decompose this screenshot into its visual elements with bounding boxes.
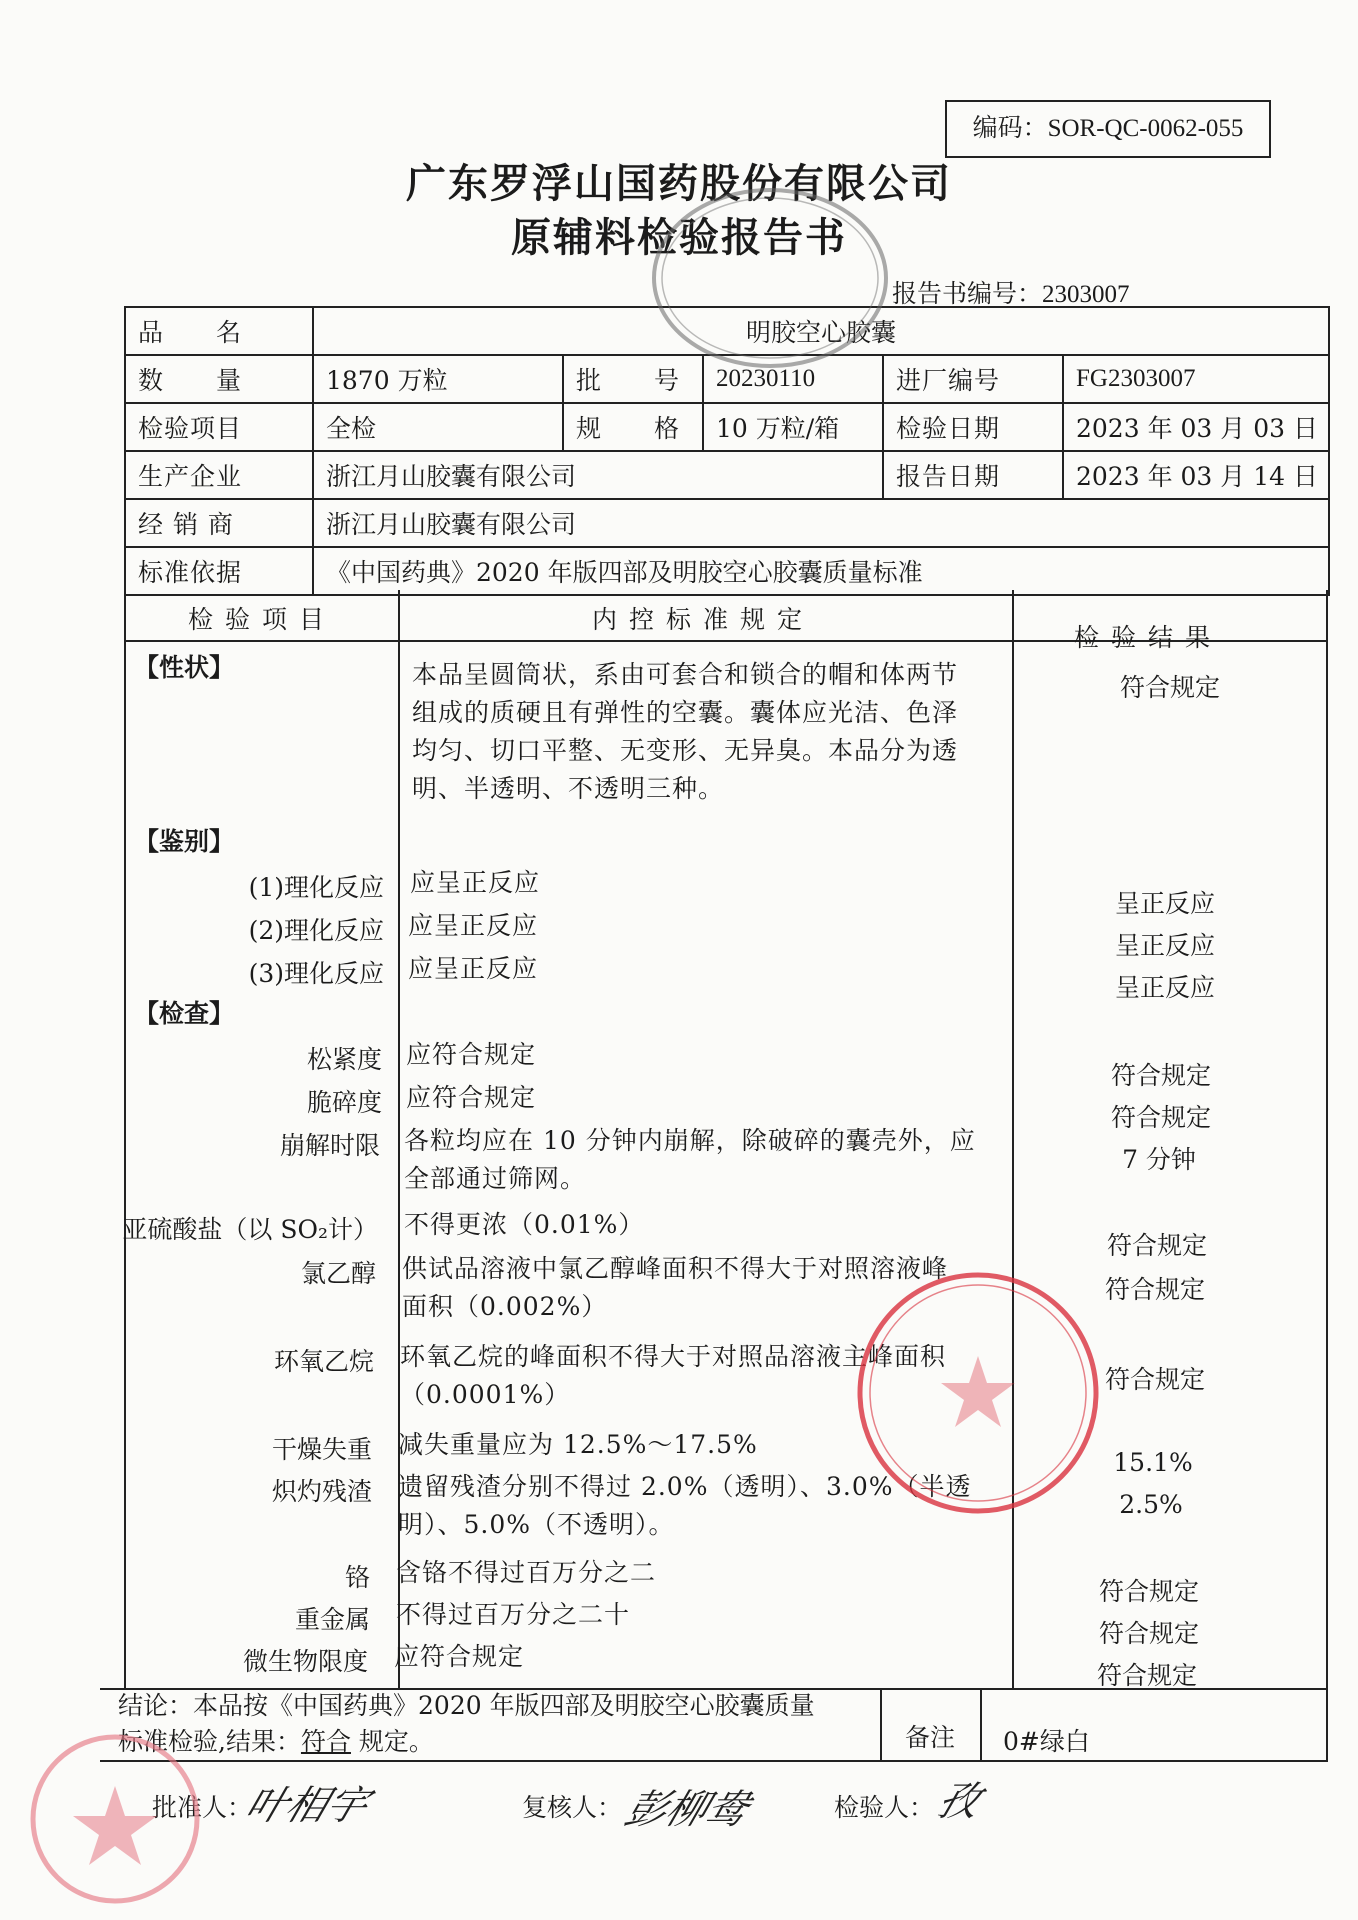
inspector-signature: 孜 bbox=[931, 1779, 987, 1825]
test-date-value: 2023 年 03 月 03 日 bbox=[1063, 403, 1329, 451]
check-result-loss-on-drying: 15.1% bbox=[1113, 1448, 1193, 1477]
appearance-standard-line: 明、半透明、不透明三种。 bbox=[412, 774, 725, 803]
check-item-chlorohydrin: 氯乙醇 bbox=[300, 1259, 376, 1288]
dealer-value: 浙江月山胶囊有限公司 bbox=[313, 499, 1329, 547]
ident-standard-1: 应呈正反应 bbox=[410, 868, 541, 897]
red-pink-corner-stamp bbox=[20, 1724, 210, 1914]
spec-value: 10 万粒/箱 bbox=[703, 403, 883, 451]
entry-number-value: FG2303007 bbox=[1063, 355, 1329, 403]
standard-line: 遗留残渣分别不得过 2.0%（透明）、3.0%（半透 bbox=[398, 1472, 972, 1501]
check-result-chromium: 符合规定 bbox=[1098, 1577, 1199, 1606]
grid-conclusion-bottom bbox=[100, 1760, 1328, 1762]
approver-label: 批准人： bbox=[152, 1793, 253, 1822]
conclusion bbox=[118, 1688, 888, 1760]
inspector-label: 检验人： bbox=[834, 1793, 935, 1822]
section-identification: 【鉴别】 bbox=[134, 827, 235, 856]
reviewer-label: 复核人： bbox=[522, 1793, 623, 1822]
grid-remark-mid bbox=[980, 1688, 982, 1762]
standard-line: 明）、5.0%（不透明）。 bbox=[398, 1510, 675, 1539]
quantity-value: 1870 万粒 bbox=[313, 355, 563, 403]
ident-result-2: 呈正反应 bbox=[1114, 931, 1215, 960]
check-item-tightness: 松紧度 bbox=[306, 1045, 382, 1074]
report-date-value: 2023 年 03 月 14 日 bbox=[1063, 451, 1329, 499]
appearance-standard-line: 组成的质硬且有弹性的空囊。囊体应光洁、色泽 bbox=[412, 698, 959, 727]
check-item-microbial-limit: 微生物限度 bbox=[242, 1647, 368, 1676]
section-inspection: 【检查】 bbox=[134, 999, 235, 1028]
product-value: 明胶空心胶囊 bbox=[313, 307, 1329, 355]
ident-standard-2: 应呈正反应 bbox=[408, 911, 539, 940]
manufacturer-label: 生产企业 bbox=[125, 451, 313, 499]
test-date-label: 检验日期 bbox=[883, 403, 1063, 451]
check-standard-heavy-metals: 不得过百万分之二十 bbox=[396, 1600, 631, 1629]
report-number-label: 报告书编号： bbox=[892, 279, 1043, 308]
standard-basis-label: 标准依据 bbox=[125, 547, 313, 595]
reviewer-signature: 彭柳鸯 bbox=[619, 1787, 755, 1833]
check-standard-friability: 应符合规定 bbox=[406, 1083, 537, 1112]
ident-result-1: 呈正反应 bbox=[1114, 889, 1215, 918]
check-item-loss-on-drying: 干燥失重 bbox=[271, 1435, 372, 1464]
quantity-label: 数 量 bbox=[125, 355, 313, 403]
dealer-label: 经 销 商 bbox=[125, 499, 313, 547]
check-standard-chromium: 含铬不得过百万分之二 bbox=[396, 1558, 657, 1587]
ident-item-3: (3)理化反应 bbox=[248, 959, 384, 988]
standard-line: 供试品溶液中氯乙醇峰面积不得大于对照溶液峰 bbox=[402, 1254, 949, 1283]
check-item-disintegration: 崩解时限 bbox=[279, 1131, 380, 1160]
ident-item-2: (2)理化反应 bbox=[248, 916, 384, 945]
check-result-heavy-metals: 符合规定 bbox=[1098, 1619, 1199, 1648]
document-code: 编码：SOR-QC-0062-055 bbox=[945, 100, 1271, 158]
check-result-ethylene-oxide: 符合规定 bbox=[1104, 1365, 1205, 1394]
conclusion-result: 符合 bbox=[300, 1727, 351, 1756]
report-title: 原辅料检验报告书 bbox=[511, 214, 847, 261]
approver-signature: 叶相宇 bbox=[239, 1783, 375, 1829]
standard-line: 全部通过筛网。 bbox=[404, 1164, 587, 1193]
check-item-friability: 脆碎度 bbox=[306, 1088, 382, 1117]
conclusion-line-2 bbox=[118, 1724, 888, 1760]
check-result-residue-on-ignition: 2.5% bbox=[1119, 1490, 1183, 1519]
standard-line: （0.0001%） bbox=[400, 1380, 571, 1409]
conclusion-prefix: 标准检验,结果： bbox=[118, 1727, 301, 1756]
conclusion-suffix: 规定。 bbox=[358, 1727, 434, 1756]
check-result-disintegration: 7 分钟 bbox=[1122, 1145, 1196, 1174]
column-header-result: 检验结果 bbox=[1074, 623, 1223, 652]
column-header-standard: 内控标准规定 bbox=[592, 605, 815, 634]
report-number-value: 2303007 bbox=[1042, 281, 1130, 308]
check-result-chlorohydrin: 符合规定 bbox=[1104, 1275, 1205, 1304]
ident-result-3: 呈正反应 bbox=[1114, 973, 1215, 1002]
standard-basis-value: 《中国药典》2020 年版四部及明胶空心胶囊质量标准 bbox=[313, 547, 1329, 595]
appearance-standard-line: 均匀、切口平整、无变形、无异臭。本品分为透 bbox=[412, 736, 959, 765]
check-result-tightness: 符合规定 bbox=[1110, 1061, 1211, 1090]
spec-label: 规 格 bbox=[563, 403, 703, 451]
report-number bbox=[892, 274, 1130, 310]
product-label: 品 名 bbox=[125, 307, 313, 355]
conclusion-line-1: 结论：本品按《中国药典》2020 年版四部及明胶空心胶囊质量 bbox=[118, 1691, 815, 1720]
check-result-microbial-limit: 符合规定 bbox=[1096, 1661, 1197, 1690]
check-standard-loss-on-drying: 减失重量应为 12.5%～17.5% bbox=[398, 1430, 758, 1459]
appearance-standard-line: 本品呈圆筒状，系由可套合和锁合的帽和体两节 bbox=[412, 660, 959, 689]
check-standard-tightness: 应符合规定 bbox=[406, 1040, 537, 1069]
check-result-friability: 符合规定 bbox=[1110, 1103, 1211, 1132]
grid-right bbox=[1326, 590, 1328, 1762]
check-standard-microbial-limit: 应符合规定 bbox=[394, 1642, 525, 1671]
ident-standard-3: 应呈正反应 bbox=[408, 954, 539, 983]
check-item-ethylene-oxide: 环氧乙烷 bbox=[273, 1347, 374, 1376]
ident-item-1: (1)理化反应 bbox=[248, 873, 384, 902]
section-appearance: 【性状】 bbox=[134, 653, 235, 682]
column-header-item: 检验项目 bbox=[188, 605, 337, 634]
report-date-label: 报告日期 bbox=[883, 451, 1063, 499]
standard-line: 环氧乙烷的峰面积不得大于对照品溶液主峰面积 bbox=[400, 1342, 947, 1371]
check-item-sulfite: 亚硫酸盐（以 SO₂计） bbox=[122, 1215, 378, 1244]
remark-label: 备注 bbox=[905, 1723, 956, 1752]
appearance-result: 符合规定 bbox=[1119, 673, 1220, 702]
appearance-standard bbox=[412, 656, 982, 808]
company-name: 广东罗浮山国药股份有限公司 bbox=[406, 160, 952, 207]
check-standard-sulfite: 不得更浓（0.01%） bbox=[404, 1210, 645, 1239]
grey-company-stamp bbox=[640, 178, 900, 378]
manufacturer-value: 浙江月山胶囊有限公司 bbox=[313, 451, 883, 499]
check-item-heavy-metals: 重金属 bbox=[294, 1605, 370, 1634]
check-standard-disintegration bbox=[404, 1122, 1004, 1198]
check-item-residue-on-ignition: 炽灼残渣 bbox=[271, 1477, 372, 1506]
remark-value: 0#绿白 bbox=[1003, 1727, 1090, 1756]
entry-number-label: 进厂编号 bbox=[883, 355, 1063, 403]
batch-value: 20230110 bbox=[703, 355, 883, 403]
grid-col-2 bbox=[1012, 590, 1014, 1688]
check-result-sulfite: 符合规定 bbox=[1106, 1231, 1207, 1260]
batch-label: 批 号 bbox=[563, 355, 703, 403]
check-item-chromium: 铬 bbox=[344, 1563, 370, 1592]
standard-line: 面积（0.002%） bbox=[402, 1292, 608, 1321]
test-item-value: 全检 bbox=[313, 403, 563, 451]
standard-line: 各粒均应在 10 分钟内崩解，除破碎的囊壳外，应 bbox=[404, 1126, 976, 1155]
test-item-label: 检验项目 bbox=[125, 403, 313, 451]
red-quality-stamp bbox=[848, 1268, 1108, 1518]
